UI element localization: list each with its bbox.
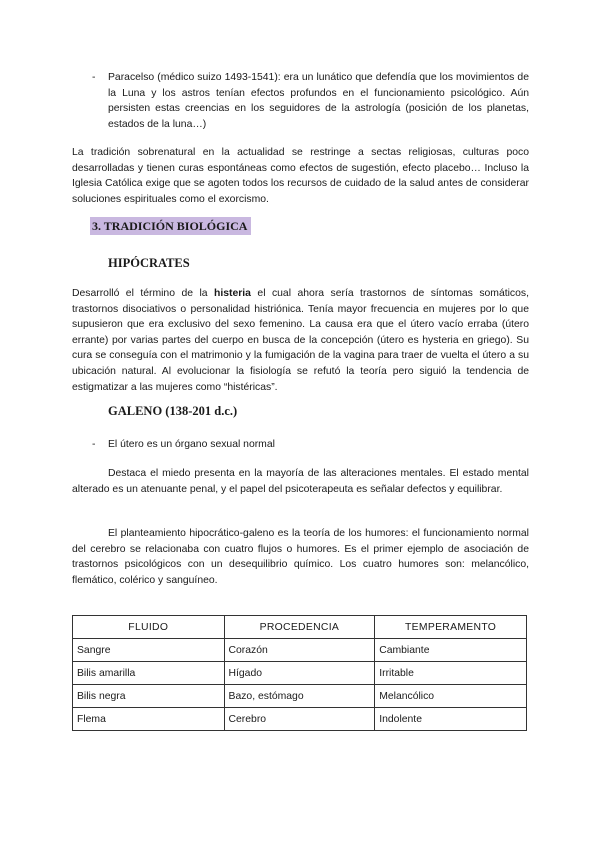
galeno-heading: GALENO (138-201 d.c.) <box>108 404 238 418</box>
hipocrates-heading: HIPÓCRATES <box>108 256 190 270</box>
table-cell: Irritable <box>375 662 527 685</box>
hipocrates-text-before: Desarrolló el término de la <box>72 288 214 299</box>
galeno-paragraph-1: Destaca el miedo presenta en la mayoría de las alteraciones mentales. El estado mental alterado es un atenuante penal, y el papel del psicoterapeuta es señalar defectos y equilibrar. <box>72 468 529 495</box>
table-cell: Bazo, estómago <box>224 685 375 708</box>
table-cell: Hígado <box>224 662 375 685</box>
table-row <box>73 685 527 708</box>
table-header-row <box>73 616 527 639</box>
table-cell: Flema <box>73 708 225 731</box>
table-cell: Melancólico <box>375 685 527 708</box>
table-cell: Cambiante <box>375 639 527 662</box>
table-cell: Bilis negra <box>73 685 225 708</box>
hipocrates-paragraph <box>72 286 529 395</box>
histeria-term: histeria <box>214 288 251 299</box>
header-procedencia: PROCEDENCIA <box>224 616 375 639</box>
paracelso-bullet-text: Paracelso (médico suizo 1493-1541): era un lunático que defendía que los movimientos de la Luna y los astros tenían efectos profundos en el funcionamiento psicológico. Aún persisten estas creencias en los seguidores de la astrología (posición de los planetas, estados de la luna…) <box>108 72 529 130</box>
galeno-paragraph-2: El planteamiento hipocrático-galeno es la teoría de los humores: el funcionamiento normal del cerebro se relacionaba con cuatro flujos o humores. Es el primer ejemplo de asociación de trastornos psicológicos con un desequilibrio químico. Los cuatro humores son: melancólico, flemático, colérico y sanguíneo. <box>72 528 529 586</box>
table-cell: Bilis amarilla <box>73 662 225 685</box>
list-dash: - <box>92 72 96 83</box>
table-cell: Sangre <box>73 639 225 662</box>
galeno-bullet-text: El útero es un órgano sexual normal <box>108 439 275 450</box>
section-title-highlight: 3. TRADICIÓN BIOLÓGICA <box>90 217 251 235</box>
table-cell: Corazón <box>224 639 375 662</box>
table-cell: Cerebro <box>224 708 375 731</box>
header-fluido: FLUIDO <box>73 616 225 639</box>
header-temperamento: TEMPERAMENTO <box>375 616 527 639</box>
sobrenatural-paragraph: La tradición sobrenatural en la actualidad se restringe a sectas religiosas, culturas poco desarrolladas y tienen curas espontáneas como efectos de sugestión, efecto placebo… Incluso la Iglesia Católica exige que se agoten todos los recursos de cuidado de la salud antes de considerar soluciones espirituales como el exorcismo. <box>72 147 529 205</box>
table-row <box>73 662 527 685</box>
humores-table <box>72 615 527 731</box>
table-cell: Indolente <box>375 708 527 731</box>
hipocrates-text-after: el cual ahora sería trastornos de síntomas somáticos, trastornos disociativos o personalidad histriónica. Tenía mayor frecuencia en mujeres por lo que supusieron que era exclusivo del sexo femenino. La causa era que el útero vacío erraba (útero errante) por varias partes del cuerpo en busca de la concepción (útero es hysteria en griego). Su cura se conseguía con el matrimonio y la fumigación de la vagina para traer de vuelta el útero a su ubicación natural. Al evolucionar la fisiología se refutó la teoría pero siguió la tendencia de estigmatizar a las mujeres como “histéricas”. <box>72 288 529 393</box>
section-title <box>90 219 251 234</box>
table-row <box>73 639 527 662</box>
list-dash: - <box>92 439 96 450</box>
table-row <box>73 708 527 731</box>
